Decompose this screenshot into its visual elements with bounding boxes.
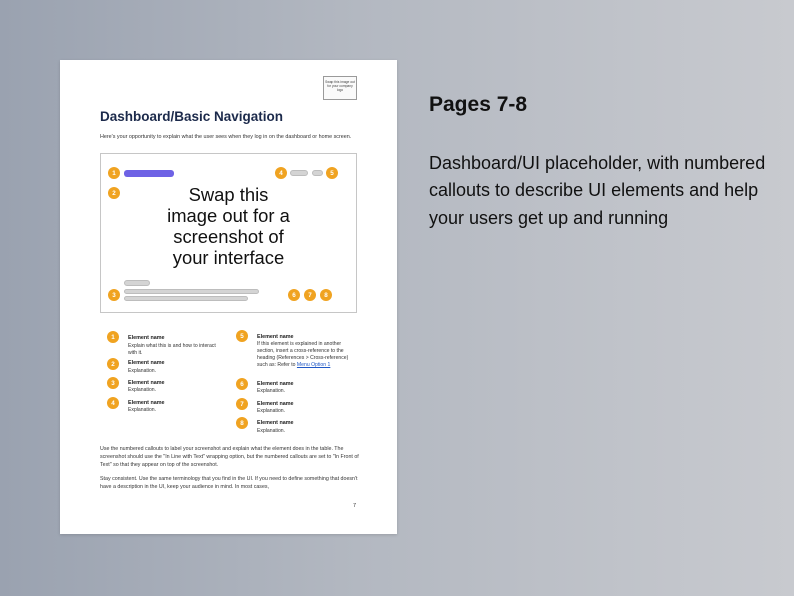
element-name-5: Element name	[257, 334, 294, 340]
element-desc-5-text: If this element is explained in another section, insert a cross-reference to the heading (References > Cross-reference) such as: Refer to	[257, 341, 349, 368]
purple-bar	[124, 170, 174, 177]
table-callout-4: 4	[107, 397, 119, 409]
page-title: Dashboard/Basic Navigation	[100, 109, 284, 124]
callout-6: 6	[288, 289, 300, 301]
callout-5: 5	[326, 167, 338, 179]
logo-placeholder: Swap this image out for your company logo	[323, 76, 357, 100]
element-name-1: Element name	[128, 335, 165, 341]
element-name-2: Element name	[128, 360, 165, 366]
element-desc-1: Explain what this is and how to interact with it.	[128, 343, 216, 356]
table-callout-8: 8	[236, 417, 248, 429]
screenshot-placeholder-text	[101, 184, 356, 268]
callout-8: 8	[320, 289, 332, 301]
body-paragraph-1: Use the numbered callouts to label your screenshot and explain what the element does in the table. The screenshot should use the "In Line with Text" wrapping option, but the numbered callouts are set to "In Front of Text" so that they appear on top of the screenshot.	[100, 446, 359, 468]
element-name-7: Element name	[257, 401, 294, 407]
side-heading: Pages 7-8	[429, 93, 528, 116]
menu-option-link[interactable]: Menu Option 1	[296, 362, 331, 368]
element-name-4: Element name	[128, 400, 165, 406]
placeholder-line-1: Swap this	[188, 184, 269, 205]
element-desc-6: Explanation.	[257, 388, 286, 394]
element-desc-2: Explanation.	[128, 368, 157, 374]
element-desc-7: Explanation.	[257, 408, 286, 414]
gray-pill-top-small	[312, 170, 323, 176]
callout-2: 2	[108, 187, 120, 199]
element-name-8: Element name	[257, 420, 294, 426]
table-callout-2: 2	[107, 358, 119, 370]
gray-bar-long-2	[124, 296, 248, 301]
element-desc-5	[257, 341, 353, 369]
placeholder-line-2: image out for a	[167, 205, 290, 226]
document-page	[60, 60, 397, 534]
gray-pill-top	[290, 170, 308, 176]
table-callout-3: 3	[107, 377, 119, 389]
body-paragraph-2: Stay consistent. Use the same terminology that you find in the UI. If you need to define something that doesn't have a description in the UI, keep your audience in mind. In most cases,	[100, 476, 358, 490]
callout-7: 7	[304, 289, 316, 301]
placeholder-line-4: your interface	[172, 247, 285, 268]
gray-bar-long-1	[124, 289, 259, 294]
table-callout-7: 7	[236, 398, 248, 410]
gray-pill-small	[124, 280, 150, 286]
table-callout-6: 6	[236, 378, 248, 390]
element-name-3: Element name	[128, 380, 165, 386]
element-desc-4: Explanation.	[128, 407, 157, 413]
table-callout-1: 1	[107, 331, 119, 343]
intro-text: Here's your opportunity to explain what the user sees when they log in on the dashboard or home screen.	[100, 134, 352, 140]
placeholder-line-3: screenshot of	[173, 226, 284, 247]
element-desc-8: Explanation.	[257, 428, 286, 434]
element-desc-3: Explanation.	[128, 387, 157, 393]
screenshot-placeholder	[100, 153, 357, 313]
table-callout-5: 5	[236, 330, 248, 342]
callout-1: 1	[108, 167, 120, 179]
page-number: 7	[353, 503, 357, 509]
side-description: Dashboard/UI placeholder, with numbered callouts to describe UI elements and help your users get up and running	[429, 153, 766, 228]
callout-4: 4	[275, 167, 287, 179]
callout-3: 3	[108, 289, 120, 301]
element-name-6: Element name	[257, 381, 294, 387]
